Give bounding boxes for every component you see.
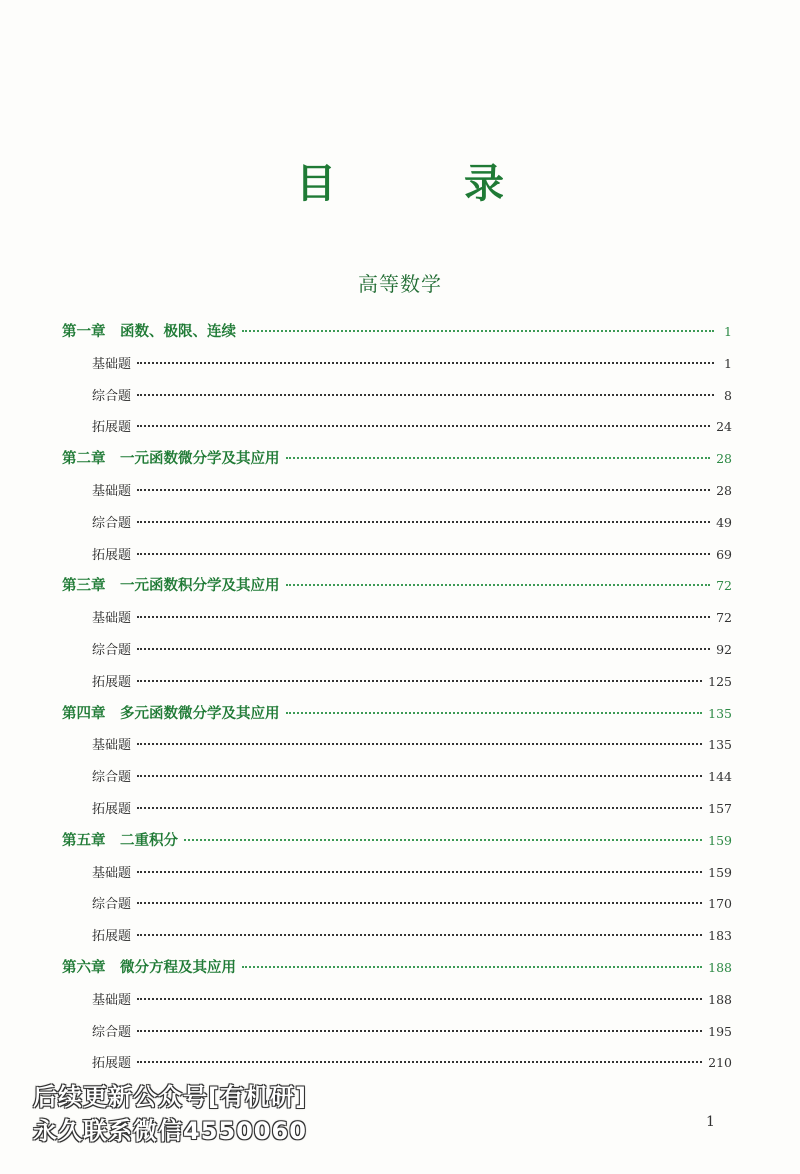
dot-leader [137,871,702,873]
chapter-title: 第二章 一元函数微分学及其应用 [62,451,280,468]
item-page: 183 [708,928,732,944]
dot-leader [137,743,702,745]
chapter-title: 第五章 二重积分 [62,832,178,849]
toc-item[interactable] [62,984,732,1016]
toc-item[interactable] [62,888,732,920]
dot-leader [242,966,702,968]
page-number: 1 [706,1114,715,1130]
item-title: 拓展题 [92,1056,132,1072]
toc-item[interactable] [62,857,732,889]
chapter-title: 第四章 多元函数微分学及其应用 [62,705,280,722]
dot-leader [137,1061,702,1063]
chapter-page: 72 [716,578,732,594]
toc-item[interactable] [62,539,732,571]
dot-leader [286,712,703,714]
item-page: 92 [716,641,732,657]
watermark-line-2: 永久联系微信4550060 [33,1117,307,1145]
item-page: 210 [708,1055,732,1071]
dot-leader [286,584,711,586]
dot-leader [137,807,702,809]
dot-leader [137,648,710,650]
item-page: 1 [724,355,732,371]
item-title: 基础题 [92,992,132,1008]
dot-leader [137,902,702,904]
chapter-page: 1 [724,324,732,339]
item-page: 49 [716,514,732,530]
item-title: 综合题 [92,388,132,404]
item-title: 基础题 [92,738,132,754]
item-page: 125 [708,673,732,689]
toc-item[interactable] [62,507,732,539]
toc-item[interactable] [62,761,732,793]
dot-leader [137,521,710,523]
dot-leader [184,839,702,841]
toc-item[interactable] [62,920,732,952]
dot-leader [137,998,702,1000]
chapter-page: 188 [708,959,732,975]
item-page: 24 [716,419,732,435]
dot-leader [242,330,714,332]
chapter-title: 第六章 微分方程及其应用 [62,959,236,976]
dot-leader [137,362,714,364]
dot-leader [286,457,711,459]
item-title: 综合题 [92,515,132,531]
toc-item[interactable] [62,1016,732,1048]
dot-leader [137,1030,702,1032]
dot-leader [137,425,710,427]
chapter-title: 第一章 函数、极限、连续 [62,324,236,340]
toc-item[interactable] [62,475,732,507]
item-page: 28 [716,482,732,498]
dot-leader [137,553,710,555]
item-page: 72 [716,610,732,626]
dot-leader [137,489,710,491]
toc-chapter[interactable] [62,443,732,475]
page-title: 目 录 [296,161,548,207]
item-title: 综合题 [92,897,132,913]
item-page: 188 [708,991,732,1007]
item-page: 157 [708,800,732,816]
item-title: 基础题 [92,865,132,881]
toc-chapter[interactable] [62,825,732,857]
toc-chapter[interactable] [62,316,732,348]
item-title: 基础题 [92,483,132,499]
section-title: 高等数学 [358,272,442,296]
item-title: 基础题 [92,356,132,372]
item-title: 拓展题 [92,420,132,436]
item-page: 135 [708,737,732,753]
item-title: 拓展题 [92,801,132,817]
table-of-contents [62,316,732,1079]
chapter-page: 135 [708,705,732,721]
toc-item[interactable] [62,634,732,666]
toc-item[interactable] [62,666,732,698]
dot-leader [137,394,714,396]
item-title: 拓展题 [92,929,132,945]
item-title: 综合题 [92,642,132,658]
toc-chapter[interactable] [62,952,732,984]
chapter-page: 28 [716,451,732,467]
dot-leader [137,616,710,618]
item-page: 170 [708,896,732,912]
toc-chapter[interactable] [62,698,732,730]
toc-item[interactable] [62,348,732,380]
item-page: 8 [724,387,732,403]
item-page: 69 [716,546,732,562]
toc-item[interactable] [62,1047,732,1079]
toc-item[interactable] [62,411,732,443]
item-title: 综合题 [92,770,132,786]
item-title: 基础题 [92,611,132,627]
item-title: 拓展题 [92,547,132,563]
watermark-line-1: 后续更新公众号[有机研] [33,1083,307,1111]
watermark [33,1080,307,1148]
dot-leader [137,775,702,777]
toc-item[interactable] [62,380,732,412]
toc-item[interactable] [62,729,732,761]
item-title: 拓展题 [92,674,132,690]
toc-chapter[interactable] [62,570,732,602]
item-page: 159 [708,864,732,880]
item-page: 195 [708,1023,732,1039]
dot-leader [137,680,702,682]
item-title: 综合题 [92,1024,132,1040]
chapter-page: 159 [708,832,732,848]
toc-item[interactable] [62,793,732,825]
item-page: 144 [708,769,732,785]
chapter-title: 第三章 一元函数积分学及其应用 [62,578,280,595]
dot-leader [137,934,702,936]
toc-item[interactable] [62,602,732,634]
